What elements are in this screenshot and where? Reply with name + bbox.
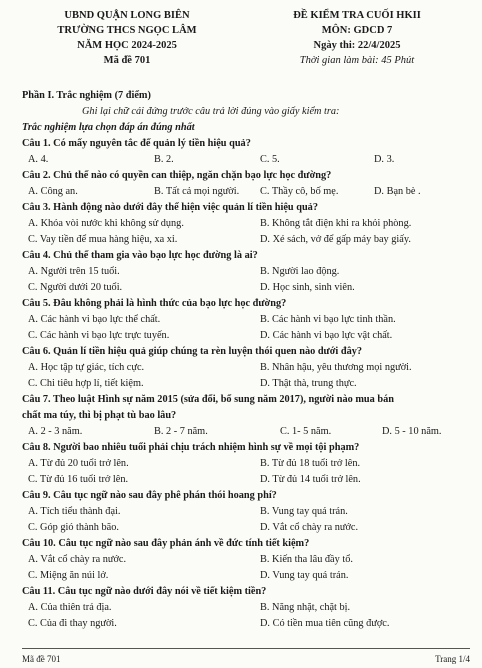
option-a: A. Khóa vòi nước khi không sử dụng.: [28, 218, 184, 229]
answer-row: [22, 264, 470, 280]
option-b: B. Vung tay quá trán.: [260, 506, 348, 517]
answer-row: [22, 520, 470, 536]
part-title: Phần I. Trắc nghiệm (7 điểm): [22, 90, 151, 101]
answer-row: [22, 184, 470, 200]
option-a: A. 4.: [28, 154, 49, 165]
option-c: C. Của đi thay người.: [28, 618, 117, 629]
question-1: Câu 1. Có mấy nguyên tắc để quản lý tiền hiệu quả?: [22, 138, 251, 149]
option-c: C. Người dưới 20 tuổi.: [28, 282, 123, 293]
answer-row: [22, 328, 470, 344]
exam-duration: Thời gian làm bài: 45 Phút: [299, 55, 415, 66]
answer-row: [22, 472, 470, 488]
answer-row: [22, 152, 470, 168]
exam-header: [0, 8, 482, 80]
question-5: Câu 5. Đâu không phải là hình thức của bạo lực học đường?: [22, 298, 287, 309]
option-c: C. Góp gió thành bão.: [28, 522, 119, 533]
option-b: B. 2 - 7 năm.: [154, 426, 208, 437]
answer-row: [22, 280, 470, 296]
exam-date: Ngày thi: 22/4/2025: [313, 40, 401, 51]
answer-row: [22, 568, 470, 584]
question-2: Câu 2. Chủ thể nào có quyền can thiệp, ngăn chặn bạo lực học đường?: [22, 170, 332, 181]
answer-row: [22, 552, 470, 568]
option-c: C. Từ đủ 16 tuổi trở lên.: [28, 474, 129, 485]
exam-title: ĐỀ KIỂM TRA CUỐI HKII: [293, 10, 421, 21]
answer-row: [22, 600, 470, 616]
option-c: C. Các hành vi bạo lực trực tuyến.: [28, 330, 170, 341]
answer-row: [22, 360, 470, 376]
option-c: C. 5.: [260, 154, 280, 165]
option-a: A. Của thiên trả địa.: [28, 602, 112, 613]
page-footer: [22, 652, 470, 666]
option-d: D. Vắt cổ chày ra nước.: [260, 522, 359, 533]
option-b: B. 2.: [154, 154, 174, 165]
question-9: Câu 9. Câu tục ngữ nào sau đây phê phán thói hoang phí?: [22, 490, 277, 501]
answer-row: [22, 456, 470, 472]
option-d: D. Vung tay quá trán.: [260, 570, 349, 581]
page-number: Trang 1/4: [435, 654, 470, 664]
option-d: D. Từ đủ 14 tuổi trở lên.: [260, 474, 361, 485]
option-d: D. Có tiền mua tiên cũng được.: [260, 618, 390, 629]
question-10: Câu 10. Câu tục ngữ nào sau đây phản ánh về đức tính tiết kiệm?: [22, 538, 310, 549]
exam-code: Mã đề 701: [103, 55, 151, 66]
option-a: A. 2 - 3 năm.: [28, 426, 83, 437]
question-7-cont: chất ma túy, thì bị phạt tù bao lâu?: [22, 410, 177, 421]
exam-content: [22, 88, 470, 632]
answer-row: [22, 504, 470, 520]
question-6: Câu 6. Quản lí tiền hiệu quả giúp chúng ta rèn luyện thói quen nào dưới đây?: [22, 346, 363, 357]
option-c: C. Thầy cô, bố mẹ.: [260, 186, 339, 197]
footer-divider: [22, 648, 470, 649]
option-a: A. Tích tiểu thành đại.: [28, 506, 121, 517]
question-7: Câu 7. Theo luật Hình sự năm 2015 (sửa đổi, bổ sung năm 2017), người nào mua bán: [22, 394, 394, 405]
footer-exam-code: Mã đề 701: [22, 654, 61, 664]
option-c: C. Miệng ăn núi lở.: [28, 570, 109, 581]
option-b: B. Năng nhặt, chặt bị.: [260, 602, 351, 613]
district-name: UBND QUẬN LONG BIÊN: [64, 10, 190, 21]
question-11: Câu 11. Câu tục ngữ nào dưới đây nói về tiết kiệm tiền?: [22, 586, 267, 597]
option-d: D. 5 - 10 năm.: [382, 426, 442, 437]
answer-row: [22, 312, 470, 328]
option-d: D. Thật thà, trung thực.: [260, 378, 357, 389]
school-name: TRƯỜNG THCS NGỌC LÂM: [57, 25, 197, 36]
option-d: D. Các hành vi bạo lực vật chất.: [260, 330, 393, 341]
option-c: C. Vay tiền để mua hàng hiệu, xa xỉ.: [28, 234, 178, 245]
answer-row: [22, 616, 470, 632]
option-c: C. Chi tiêu hợp lí, tiết kiệm.: [28, 378, 144, 389]
option-a: A. Học tập tự giác, tích cực.: [28, 362, 145, 373]
question-4: Câu 4. Chủ thể tham gia vào bạo lực học đường là ai?: [22, 250, 258, 261]
option-a: A. Người trên 15 tuổi.: [28, 266, 120, 277]
answer-row: [22, 376, 470, 392]
option-b: B. Kiến tha lâu đầy tổ.: [260, 554, 353, 565]
option-b: B. Nhân hậu, yêu thương mọi người.: [260, 362, 412, 373]
option-a: A. Công an.: [28, 186, 78, 197]
option-a: A. Từ đủ 20 tuổi trở lên.: [28, 458, 129, 469]
answer-row: [22, 232, 470, 248]
option-b: B. Người lao động.: [260, 266, 340, 277]
option-d: D. Học sinh, sinh viên.: [260, 282, 355, 293]
option-a: A. Các hành vi bạo lực thể chất.: [28, 314, 161, 325]
subject: MÔN: GDCD 7: [321, 25, 393, 36]
answer-row: [22, 424, 470, 440]
school-year: NĂM HỌC 2024-2025: [77, 40, 177, 51]
option-b: B. Tất cả mọi người.: [154, 186, 240, 197]
option-b: B. Các hành vi bạo lực tinh thần.: [260, 314, 396, 325]
section-title: Trắc nghiệm lựa chọn đáp án đúng nhất: [22, 122, 195, 133]
question-8: Câu 8. Người bao nhiêu tuổi phải chịu trách nhiệm hình sự về mọi tội phạm?: [22, 442, 360, 453]
option-c: C. 1- 5 năm.: [280, 426, 332, 437]
option-b: B. Từ đủ 18 tuổi trở lên.: [260, 458, 361, 469]
answer-row: [22, 216, 470, 232]
option-a: A. Vắt cổ chày ra nước.: [28, 554, 127, 565]
option-d: D. Xé sách, vở để gấp máy bay giấy.: [260, 234, 411, 245]
option-d: D. Bạn bè .: [374, 186, 421, 197]
question-3: Câu 3. Hành động nào dưới đây thể hiện việc quản lí tiền hiệu quả?: [22, 202, 318, 213]
option-d: D. 3.: [374, 154, 395, 165]
instruction: Ghi lại chữ cái đứng trước câu trả lời đúng vào giấy kiểm tra:: [82, 106, 340, 117]
option-b: B. Không tắt điện khi ra khỏi phòng.: [260, 218, 412, 229]
